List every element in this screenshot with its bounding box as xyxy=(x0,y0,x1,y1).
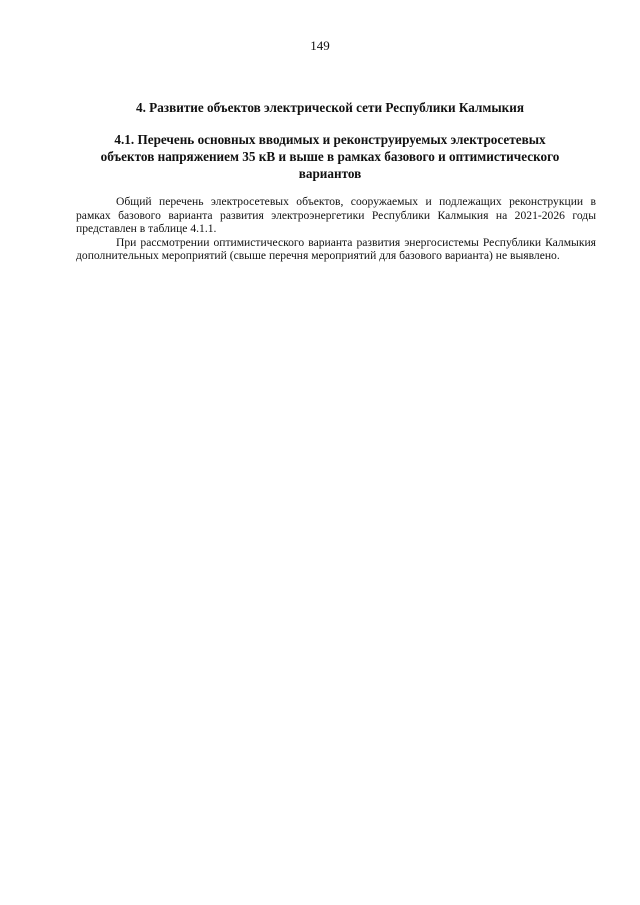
subsection-title-line-3: вариантов xyxy=(298,166,362,181)
section-title: 4. Развитие объектов электрической сети Республики Калмыкия xyxy=(135,100,525,115)
page-number: 149 xyxy=(310,38,330,53)
paragraph-2: При рассмотрении оптимистического варианта развития энергосистемы Республики Калмыкия дополнительных мероприятий (свыше перечня мероприятий для базового варианта) не выявлено. xyxy=(76,235,596,263)
paragraph-1: Общий перечень электросетевых объектов, сооружаемых и подлежащих реконструкции в рамках базового варианта развития электроэнергетики Республики Калмыкия на 2021-2026 годы представлен в таблице 4.1.1. xyxy=(76,195,596,236)
subsection-title-line-1: 4.1. Перечень основных вводимых и реконструируемых электросетевых xyxy=(114,132,546,147)
subsection-title xyxy=(75,131,585,182)
subsection-title-line-2: объектов напряжением 35 кВ и выше в рамках базового и оптимистического xyxy=(100,149,560,164)
body-text xyxy=(76,195,596,263)
